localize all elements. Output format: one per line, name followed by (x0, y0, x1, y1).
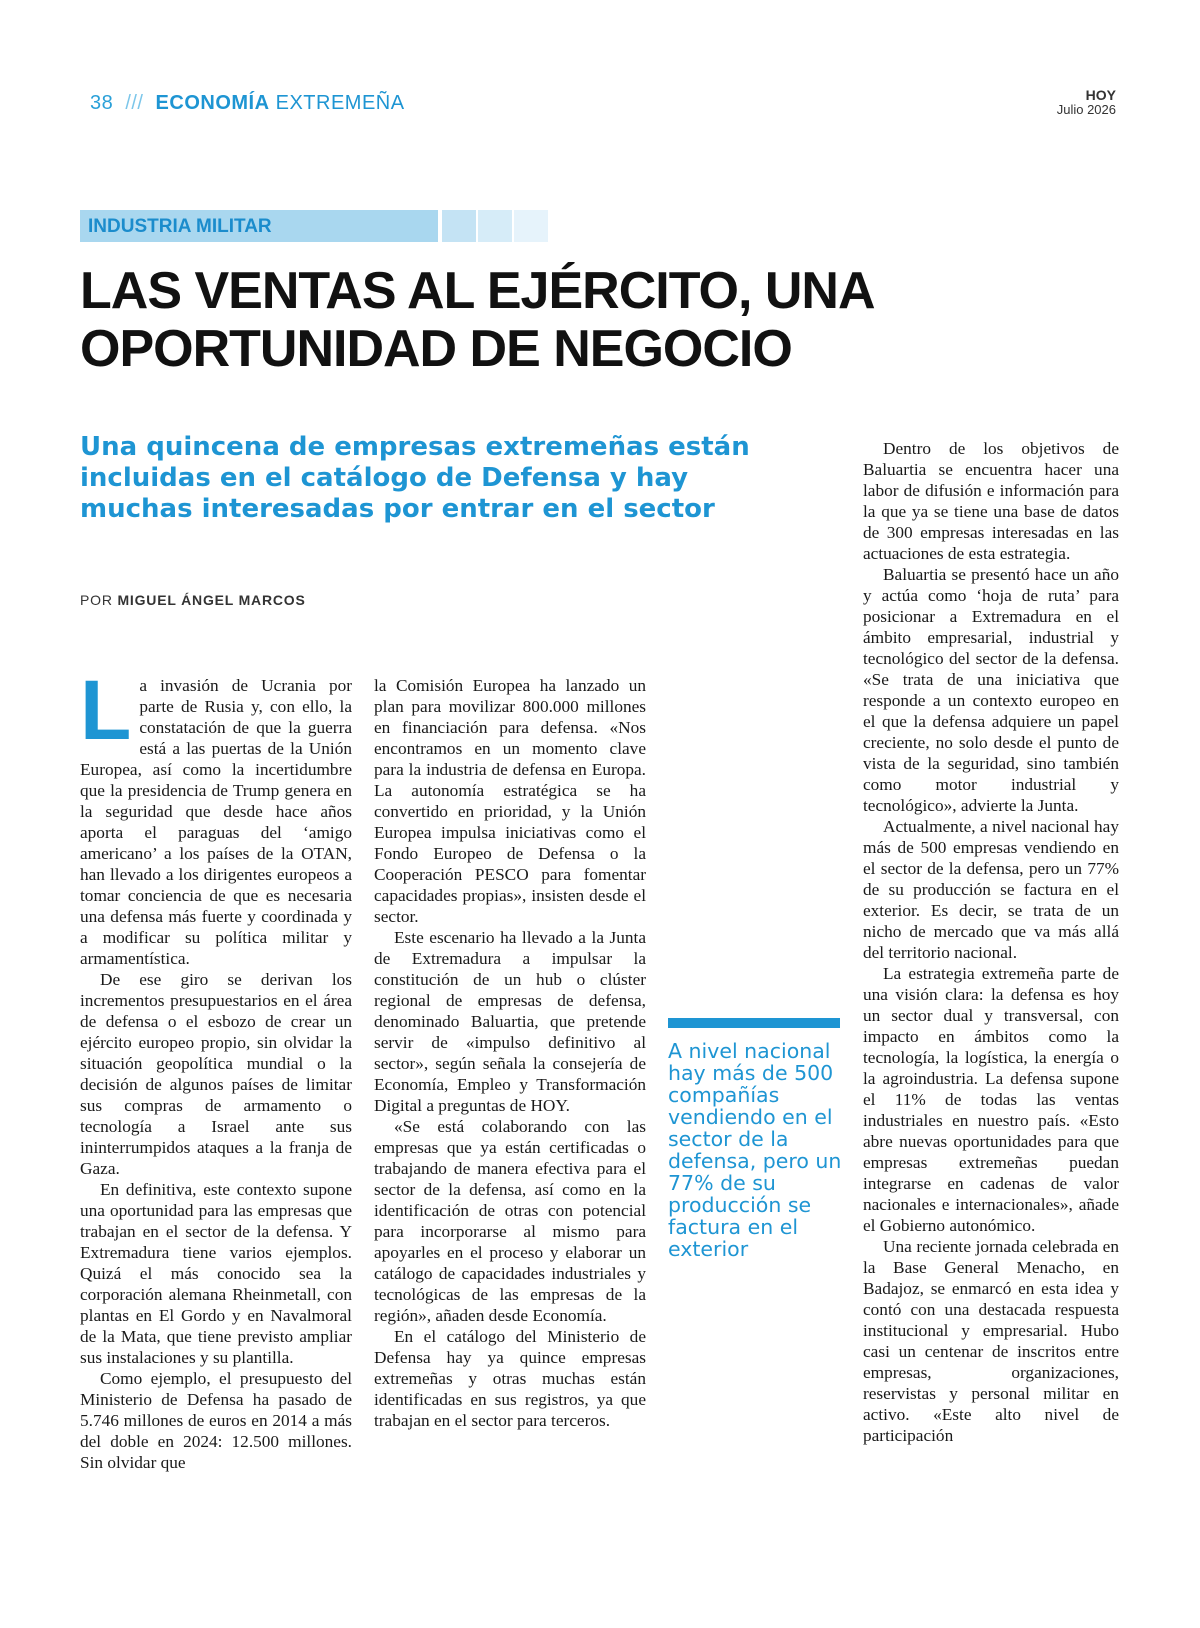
body-paragraph: la Comisión Europea ha lanzado un plan para movilizar 800.000 millones en financiación para defensa. «Nos encontramos en un momento clave para la industria de defensa en Europa. La autonomía estratégica se ha convertido en prioridad, y la Unión Europea impulsa iniciativas como el Fondo Europeo de Defensa o la Cooperación PESCO para fomentar capacidades propias», insisten desde el sector. (374, 676, 646, 926)
pullquote: A nivel nacional hay más de 500 compañías vendiendo en el sector de la defensa, pero un 77% de su producción se factura en el exterior (668, 1039, 842, 1261)
kicker-label: INDUSTRIA MILITAR (88, 216, 272, 237)
body-paragraph: Este escenario ha llevado a la Junta de Extremadura a impulsar la constitución de un hub o clúster regional de empresas de defensa, denominado Baluartia, que pretende servir de «impulso definitivo al sector», según señala la consejería de Economía, Empleo y Transformación Digital a preguntas de HOY. (374, 928, 646, 1115)
body-paragraph: «Se está colaborando con las empresas que ya están certificadas o trabajando de manera efectiva para el sector de la defensa, así como en la identificación de otras con potencial para incorporarse al mismo para apoyarles en el proceso y elaborar un catálogo de capacidades industriales y tecnológicas de las empresas de la región», añaden desde Economía. (374, 1117, 646, 1325)
drop-cap: L (80, 675, 132, 757)
headline-line: OPORTUNIDAD DE NEGOCIO (80, 320, 792, 378)
decorative-square (442, 210, 476, 242)
article-column-2 (374, 675, 646, 1545)
paragraph-text: a invasión de Ucrania por parte de Rusia y, con ello, la constatación de que la guerra está a las puertas de la Unión Europea, así como la incertidumbre que la presidencia de Trump genera en la seguridad que desde hace años aporta el paraguas del ‘amigo americano’ a los países de la OTAN, han llevado a los dirigentes europeos a tomar conciencia de que es necesaria una defensa más fuerte y coordinada y a modificar su política militar y armamentística. (80, 676, 352, 968)
body-paragraph: En el catálogo del Ministerio de Defensa hay ya quince empresas extremeñas y otras muchas están identificadas en sus registros, ya que trabajan en el sector para terceros. (374, 1327, 646, 1430)
page-number: 38 (90, 92, 114, 114)
pullquote-rule (668, 1018, 840, 1028)
body-paragraph: Actualmente, a nivel nacional hay más de 500 empresas vendiendo en el sector de la defensa, pero un 77% de su producción se factura en el exterior. Es decir, se trata de un nicho de mercado que va más allá del territorio nacional. (863, 817, 1119, 962)
body-paragraph: De ese giro se derivan los incrementos presupuestarios en el área de defensa o el esbozo de crear un ejército europeo propio, sin olvidar la situación geopolítica mundial o la decisión de algunos países de limitar sus compras de armamento o tecnología a Israel ante sus ininterrumpidos ataques a la franja de Gaza. (80, 970, 352, 1178)
decorative-square (478, 210, 512, 242)
header-separator: /// (125, 92, 144, 114)
body-paragraph: Baluartia se presentó hace un año y actúa como ‘hoja de ruta’ para posicionar a Extremadura en el ámbito empresarial, industrial y tecnológico del sector de la defensa. «Se trata de una iniciativa que responde a un contexto europeo en el que la defensa adquiere un papel creciente, no solo desde el punto de vista de la seguridad, sino también como motor industrial y tecnológico», advierte la Junta. (863, 565, 1119, 815)
publication-name: HOY (1085, 87, 1116, 103)
body-paragraph: En definitiva, este contexto supone una oportunidad para las empresas que trabajan en el sector de la defensa. Y Extremadura tiene varios ejemplos. Quizá el más conocido sea la corporación alemana Rheinmetall, con plantas en El Gordo y en Navalmoral de la Mata, que tiene previsto ampliar sus instalaciones y su plantilla. (80, 1180, 352, 1367)
body-paragraph (80, 675, 352, 969)
subsection-name: EXTREMEÑA (275, 92, 405, 114)
subheadline: Una quincena de empresas extremeñas están incluidas en el catálogo de Defensa y hay muchas interesadas por entrar en el sector (80, 432, 750, 524)
body-paragraph: Dentro de los objetivos de Baluartia se encuentra hacer una labor de difusión e información para la que ya se tiene una base de datos de 300 empresas interesadas en las actuaciones de esta estrategia. (863, 439, 1119, 563)
headline (80, 262, 1080, 378)
decorative-square (514, 210, 548, 242)
page-header (90, 92, 405, 115)
issue-date: Julio 2026 (1056, 101, 1116, 117)
byline-prefix: POR (80, 592, 113, 608)
article-column-3 (863, 438, 1119, 1548)
body-paragraph: Una reciente jornada celebrada en la Base General Menacho, en Badajoz, se enmarcó en esta idea y contó con una destacada respuesta institucional y empresarial. Hubo casi un centenar de inscritos entre empresas, organizaciones, reservistas y personal militar en activo. «Este alto nivel de participación (863, 1237, 1119, 1445)
masthead (1057, 88, 1116, 116)
section-name: ECONOMÍA (155, 92, 270, 114)
author-name: MIGUEL ÁNGEL MARCOS (117, 592, 306, 608)
article-column-1 (80, 675, 352, 1545)
headline-line: LAS VENTAS AL EJÉRCITO, UNA (80, 262, 875, 320)
body-paragraph: Como ejemplo, el presupuesto del Ministerio de Defensa ha pasado de 5.746 millones de euros en 2014 a más del doble en 2024: 12.500 millones. Sin olvidar que (80, 1369, 352, 1472)
body-paragraph: La estrategia extremeña parte de una visión clara: la defensa es hoy un sector dual y transversal, con impacto en ámbitos como la tecnología, la logística, la energía o la agroindustria. La defensa supone el 11% de todas las ventas industriales en nuestro país. «Esto abre nuevas oportunidades para que empresas extremeñas puedan integrarse en cadenas de valor nacionales e internacionales», añade el Gobierno autonómico. (863, 964, 1119, 1235)
byline (80, 592, 306, 608)
